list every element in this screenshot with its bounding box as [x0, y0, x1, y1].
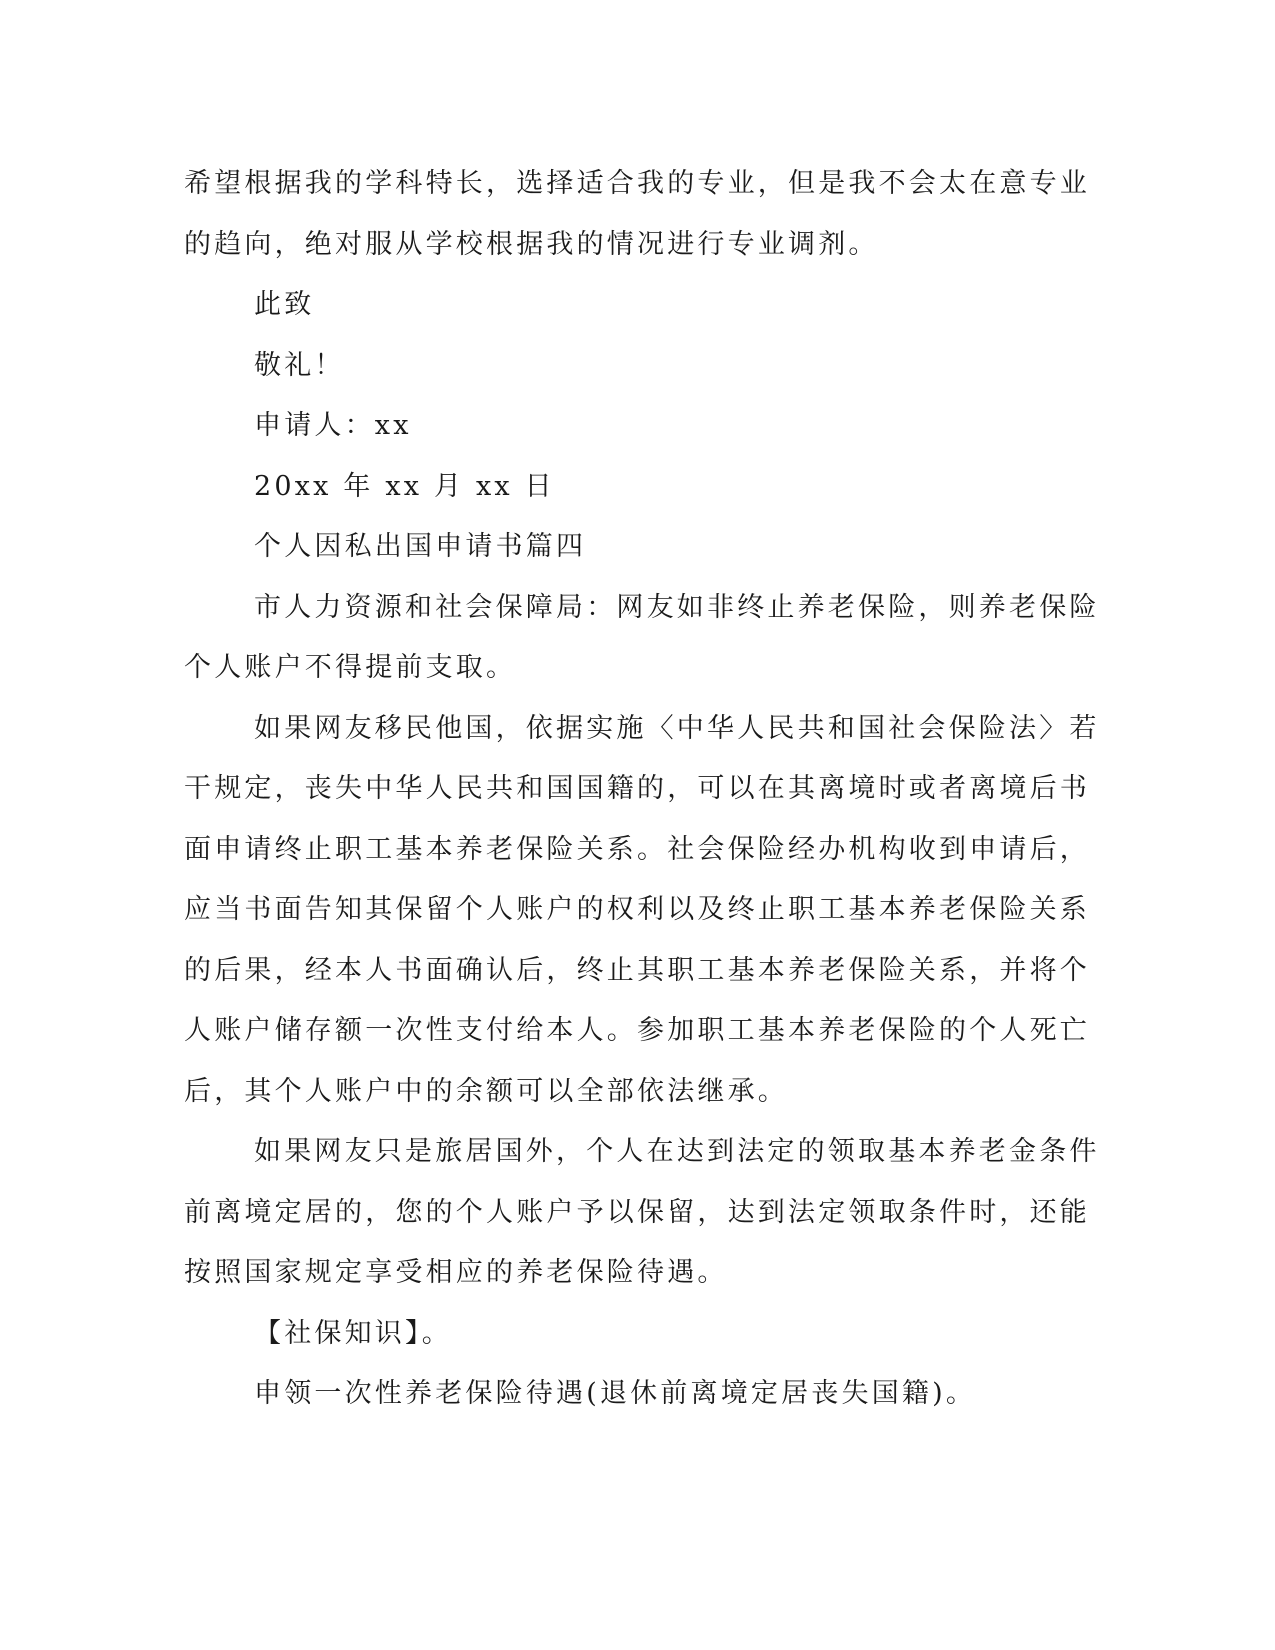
text-line: 希望根据我的学科特长，选择适合我的专业，但是我不会太在意专业 [184, 168, 1090, 199]
closing-salutation: 此致 [254, 289, 315, 320]
text-line: 申领一次性养老保险待遇(退休前离境定居丧失国籍)。 [254, 1378, 977, 1409]
text-line: 的趋向，绝对服从学校根据我的情况进行专业调剂。 [184, 228, 879, 260]
section-heading: 个人因私出国申请书篇四 [254, 531, 587, 562]
document-body [184, 154, 1100, 1425]
text-line: 的后果，经本人书面确认后，终止其职工基本养老保险关系，并将个 [184, 954, 1090, 986]
text-line: 后，其个人账户中的余额可以全部依法继承。 [184, 1075, 788, 1107]
text-line: 面申请终止职工基本养老保险关系。社会保险经办机构收到申请后， [184, 833, 1090, 865]
text-line: 市人力资源和社会保障局：网友如非终止养老保险，则养老保险 [254, 591, 1100, 623]
text-line: 前离境定居的，您的个人账户予以保留，达到法定领取条件时，还能 [184, 1196, 1090, 1228]
subsection-heading: 【社保知识】。 [254, 1317, 452, 1349]
text-line: 按照国家规定享受相应的养老保险待遇。 [184, 1257, 728, 1288]
closing-respect: 敬礼！ [254, 349, 345, 381]
text-line: 如果网友移民他国，依据实施〈中华人民共和国社会保险法〉若 [254, 712, 1100, 744]
text-line: 个人账户不得提前支取。 [184, 652, 517, 683]
signature-date: 20xx 年 xx 月 xx 日 [254, 470, 555, 502]
text-line: 人账户储存额一次性支付给本人。参加职工基本养老保险的个人死亡 [184, 1015, 1090, 1046]
text-line: 应当书面告知其保留个人账户的权利以及终止职工基本养老保险关系 [184, 894, 1090, 925]
text-line: 如果网友只是旅居国外，个人在达到法定的领取基本养老金条件 [254, 1136, 1100, 1167]
applicant-signature: 申请人：xx [254, 410, 412, 441]
text-line: 干规定，丧失中华人民共和国国籍的，可以在其离境时或者离境后书 [184, 773, 1090, 804]
